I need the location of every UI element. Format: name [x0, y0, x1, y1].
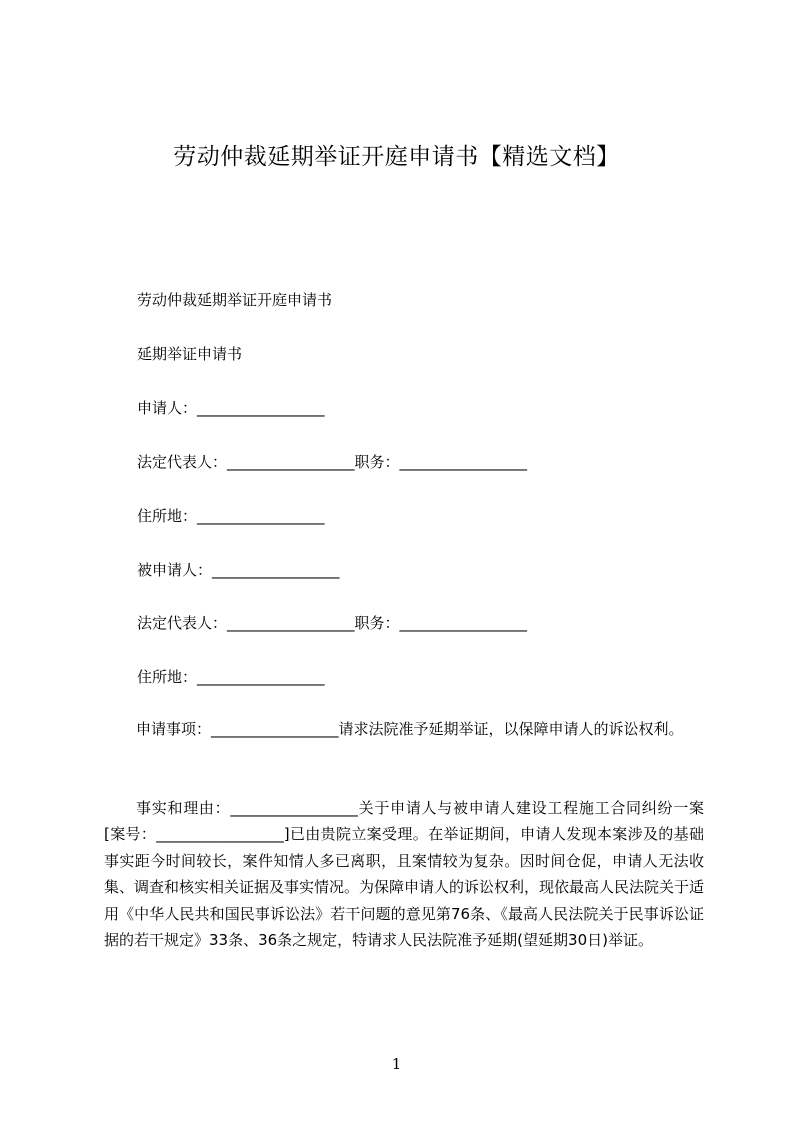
page-number: 1 — [391, 1055, 402, 1073]
request-paragraph: 申请事项：_________________请求法院准予延期举证，以保障申请人的诉讼权利。 — [136, 720, 684, 738]
field-address-applicant: 住所地：_________________ — [137, 507, 325, 525]
facts-and-reasons-paragraph: 事实和理由：_________________关于申请人与被申请人建设工程施工合同纠纷一案[案号：_________________]已由贵院立案受理。在举证期间，申请人发现本案涉及的基础事实距今时间较长，案件知情人多已离职，且案情较为复杂。因时间仓促，申请人无法收集、调查和核实相关证据及事实情况。为保障申请人的诉讼权利，现依最高人民法院关于适用《中华人民共和国民事诉讼法》若干问题的意见第76条、《最高人民法院关于民事诉讼证据的若干规定》33条、36条之规定，特请求人民法院准予延期(望延期30日)举证。 — [104, 799, 704, 950]
field-legal-representative-respondent: 法定代表人：_________________职务：_________________ — [137, 614, 528, 632]
field-applicant: 申请人：_________________ — [137, 399, 325, 417]
document-title: 劳动仲裁延期举证开庭申请书【精选文档】 — [173, 144, 620, 170]
field-respondent: 被申请人：_________________ — [137, 561, 340, 579]
field-legal-representative-applicant: 法定代表人：_________________职务：_________________ — [137, 453, 528, 471]
subtitle-evidence-extension: 延期举证申请书 — [137, 345, 243, 363]
subtitle-application: 劳动仲裁延期举证开庭申请书 — [137, 291, 333, 309]
field-address-respondent: 住所地：_________________ — [137, 668, 325, 686]
